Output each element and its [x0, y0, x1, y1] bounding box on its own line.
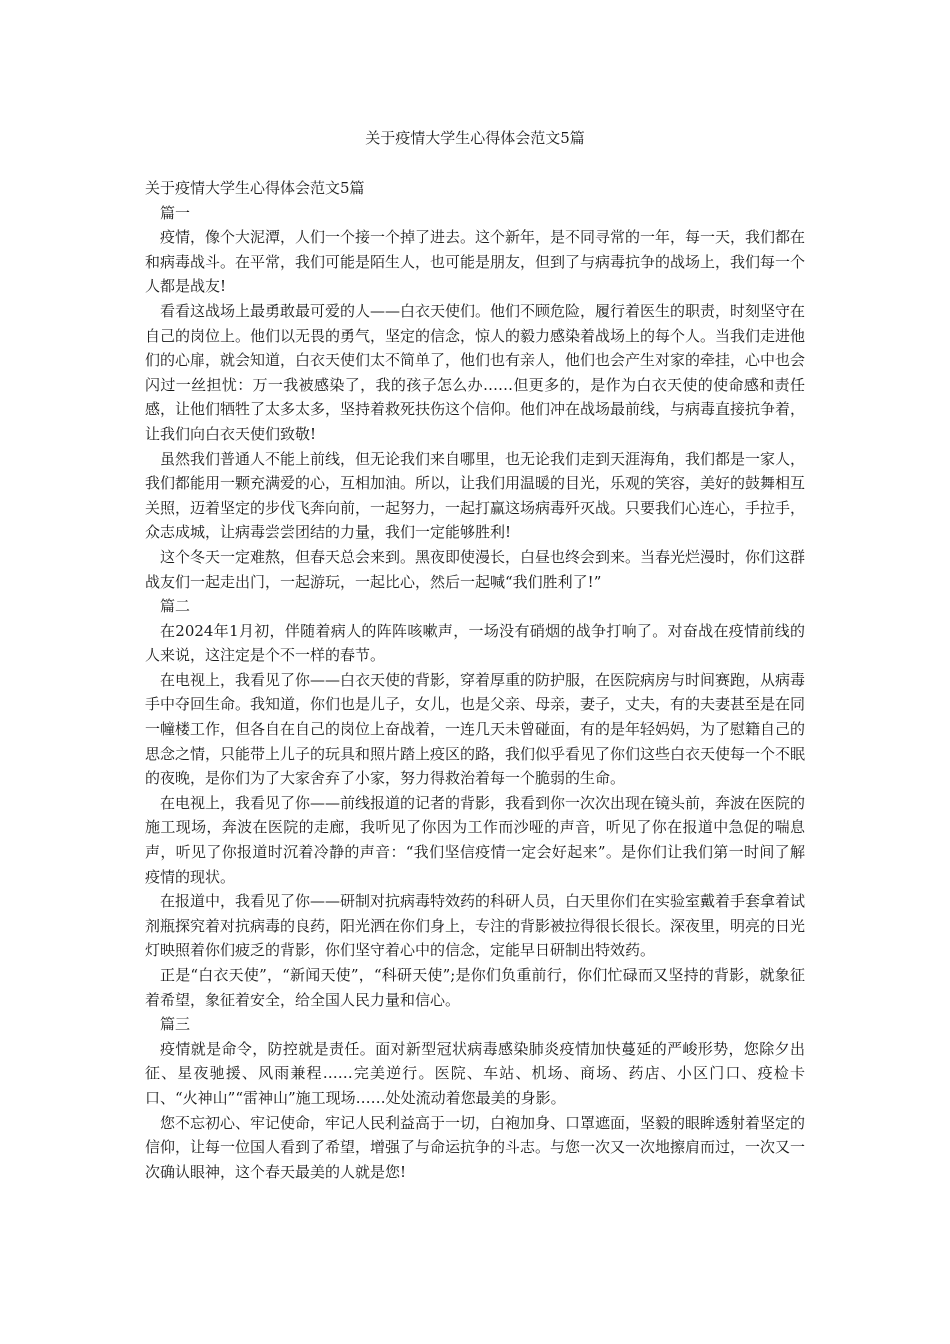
document-title: 关于疫情大学生心得体会范文5篇: [365, 129, 585, 147]
paragraph: 看看这战场上最勇敢最可爱的人——白衣天使们。他们不顾危险，履行着医生的职责，时刻坚守在自己的岗位上。他们以无畏的勇气，坚定的信念，惊人的毅力感染着战场上的每个人。当我们走进他们的心扉，就会知道，白衣天使们太不简单了，他们也有亲人，他们也会产生对家的牵挂，心中也会闪过一丝担忧：万一我被感染了，我的孩子怎么办……但更多的，是作为白衣天使的使命感和责任感，让他们牺牲了太多太多，坚持着救死扶伤这个信仰。他们冲在战场最前线，与病毒直接抗争着，让我们向白衣天使们致敬!: [145, 301, 806, 443]
paragraph: 正是“白衣天使”，“新闻天使”，“科研天使”;是你们负重前行，你们忙碌而又坚持的背影，就象征着希望，象征着安全，给全国人民力量和信心。: [145, 966, 805, 1009]
paragraph: 您不忘初心、牢记使命，牢记人民利益高于一切，白袍加身、口罩遮面，坚毅的眼眸透射着坚定的信仰，让每一位国人看到了希望，增强了与命运抗争的斗志。与您一次又一次地擦肩而过，一次又一次确认眼神，这个春天最美的人就是您!: [145, 1113, 806, 1181]
paragraph: 在2024年1月初，伴随着病人的阵阵咳嗽声，一场没有硝烟的战争打响了。对奋战在疫情前线的人来说，这注定是个不一样的春节。: [145, 621, 805, 665]
paragraph: 这个冬天一定难熬，但春天总会来到。黑夜即使漫长，白昼也终会到来。当春光烂漫时，你们这群战友们一起走出门，一起游玩，一起比心，然后一起喊“我们胜利了!”: [145, 547, 806, 591]
paragraph: 在电视上，我看见了你——前线报道的记者的背影，我看到你一次次出现在镜头前，奔波在医院的施工现场，奔波在医院的走廊，我听见了你因为工作而沙哑的声音，听见了你在报道中急促的喘息声，听见了你报道时沉着冷静的声音：“我们坚信疫情一定会好起来”。是你们让我们第一时间了解疫情的现状。: [145, 793, 806, 886]
document-body: [145, 176, 805, 1184]
subtitle: 关于疫情大学生心得体会范文5篇: [145, 179, 365, 197]
paragraph: 在报道中，我看见了你——研制对抗病毒特效药的科研人员，白天里你们在实验室戴着手套拿着试剂瓶探究着对抗病毒的良药，阳光洒在你们身上，专注的背影被拉得很长很长。深夜里，明亮的日光灯映照着你们疲乏的背影，你们坚守着心中的信念，定能早日研制出特效药。: [145, 892, 806, 960]
section-heading: 篇二: [160, 597, 191, 616]
section-heading: 篇一: [160, 203, 191, 222]
paragraph: 疫情就是命令，防控就是责任。面对新型冠状病毒感染肺炎疫情加快蔓延的严峻形势，您除夕出征、星夜驰援、风雨兼程……完美逆行。医院、车站、机场、商场、药店、小区门口、疫检卡口、“火神山”“雷神山”施工现场……处处流动着您最美的身影。: [145, 1039, 805, 1107]
paragraph: 疫情，像个大泥潭，人们一个接一个掉了进去。这个新年，是不同寻常的一年，每一天，我们都在和病毒战斗。在平常，我们可能是陌生人，也可能是朋友，但到了与病毒抗争的战场上，我们每一个人都是战友!: [145, 228, 806, 296]
paragraph: 在电视上，我看见了你——白衣天使的背影，穿着厚重的防护服，在医院病房与时间赛跑，从病毒手中夺回生命。我知道，你们也是儿子，女儿，也是父亲、母亲，妻子，丈夫，有的夫妻甚至是在同一幢楼工作，但各自在自己的岗位上奋战着，一连几天未曾碰面，有的是年轻妈妈，为了慰籍自己的思念之情，只能带上儿子的玩具和照片踏上疫区的路，我们似乎看见了你们这些白衣天使每一个不眠的夜晚，是你们为了大家舍弃了小家，努力得救治着每一个脆弱的生命。: [145, 670, 806, 788]
paragraph: 虽然我们普通人不能上前线，但无论我们来自哪里，也无论我们走到天涯海角，我们都是一家人，我们都能用一颗充满爱的心，互相加油。所以，让我们用温暖的目光，乐观的笑容，美好的鼓舞相互关照，迈着坚定的步伐飞奔向前，一起努力，一起打赢这场病毒歼灭战。只要我们心连心，手拉手，众志成城，让病毒尝尝团结的力量，我们一定能够胜利!: [145, 449, 806, 542]
section-heading: 篇三: [160, 1015, 191, 1034]
